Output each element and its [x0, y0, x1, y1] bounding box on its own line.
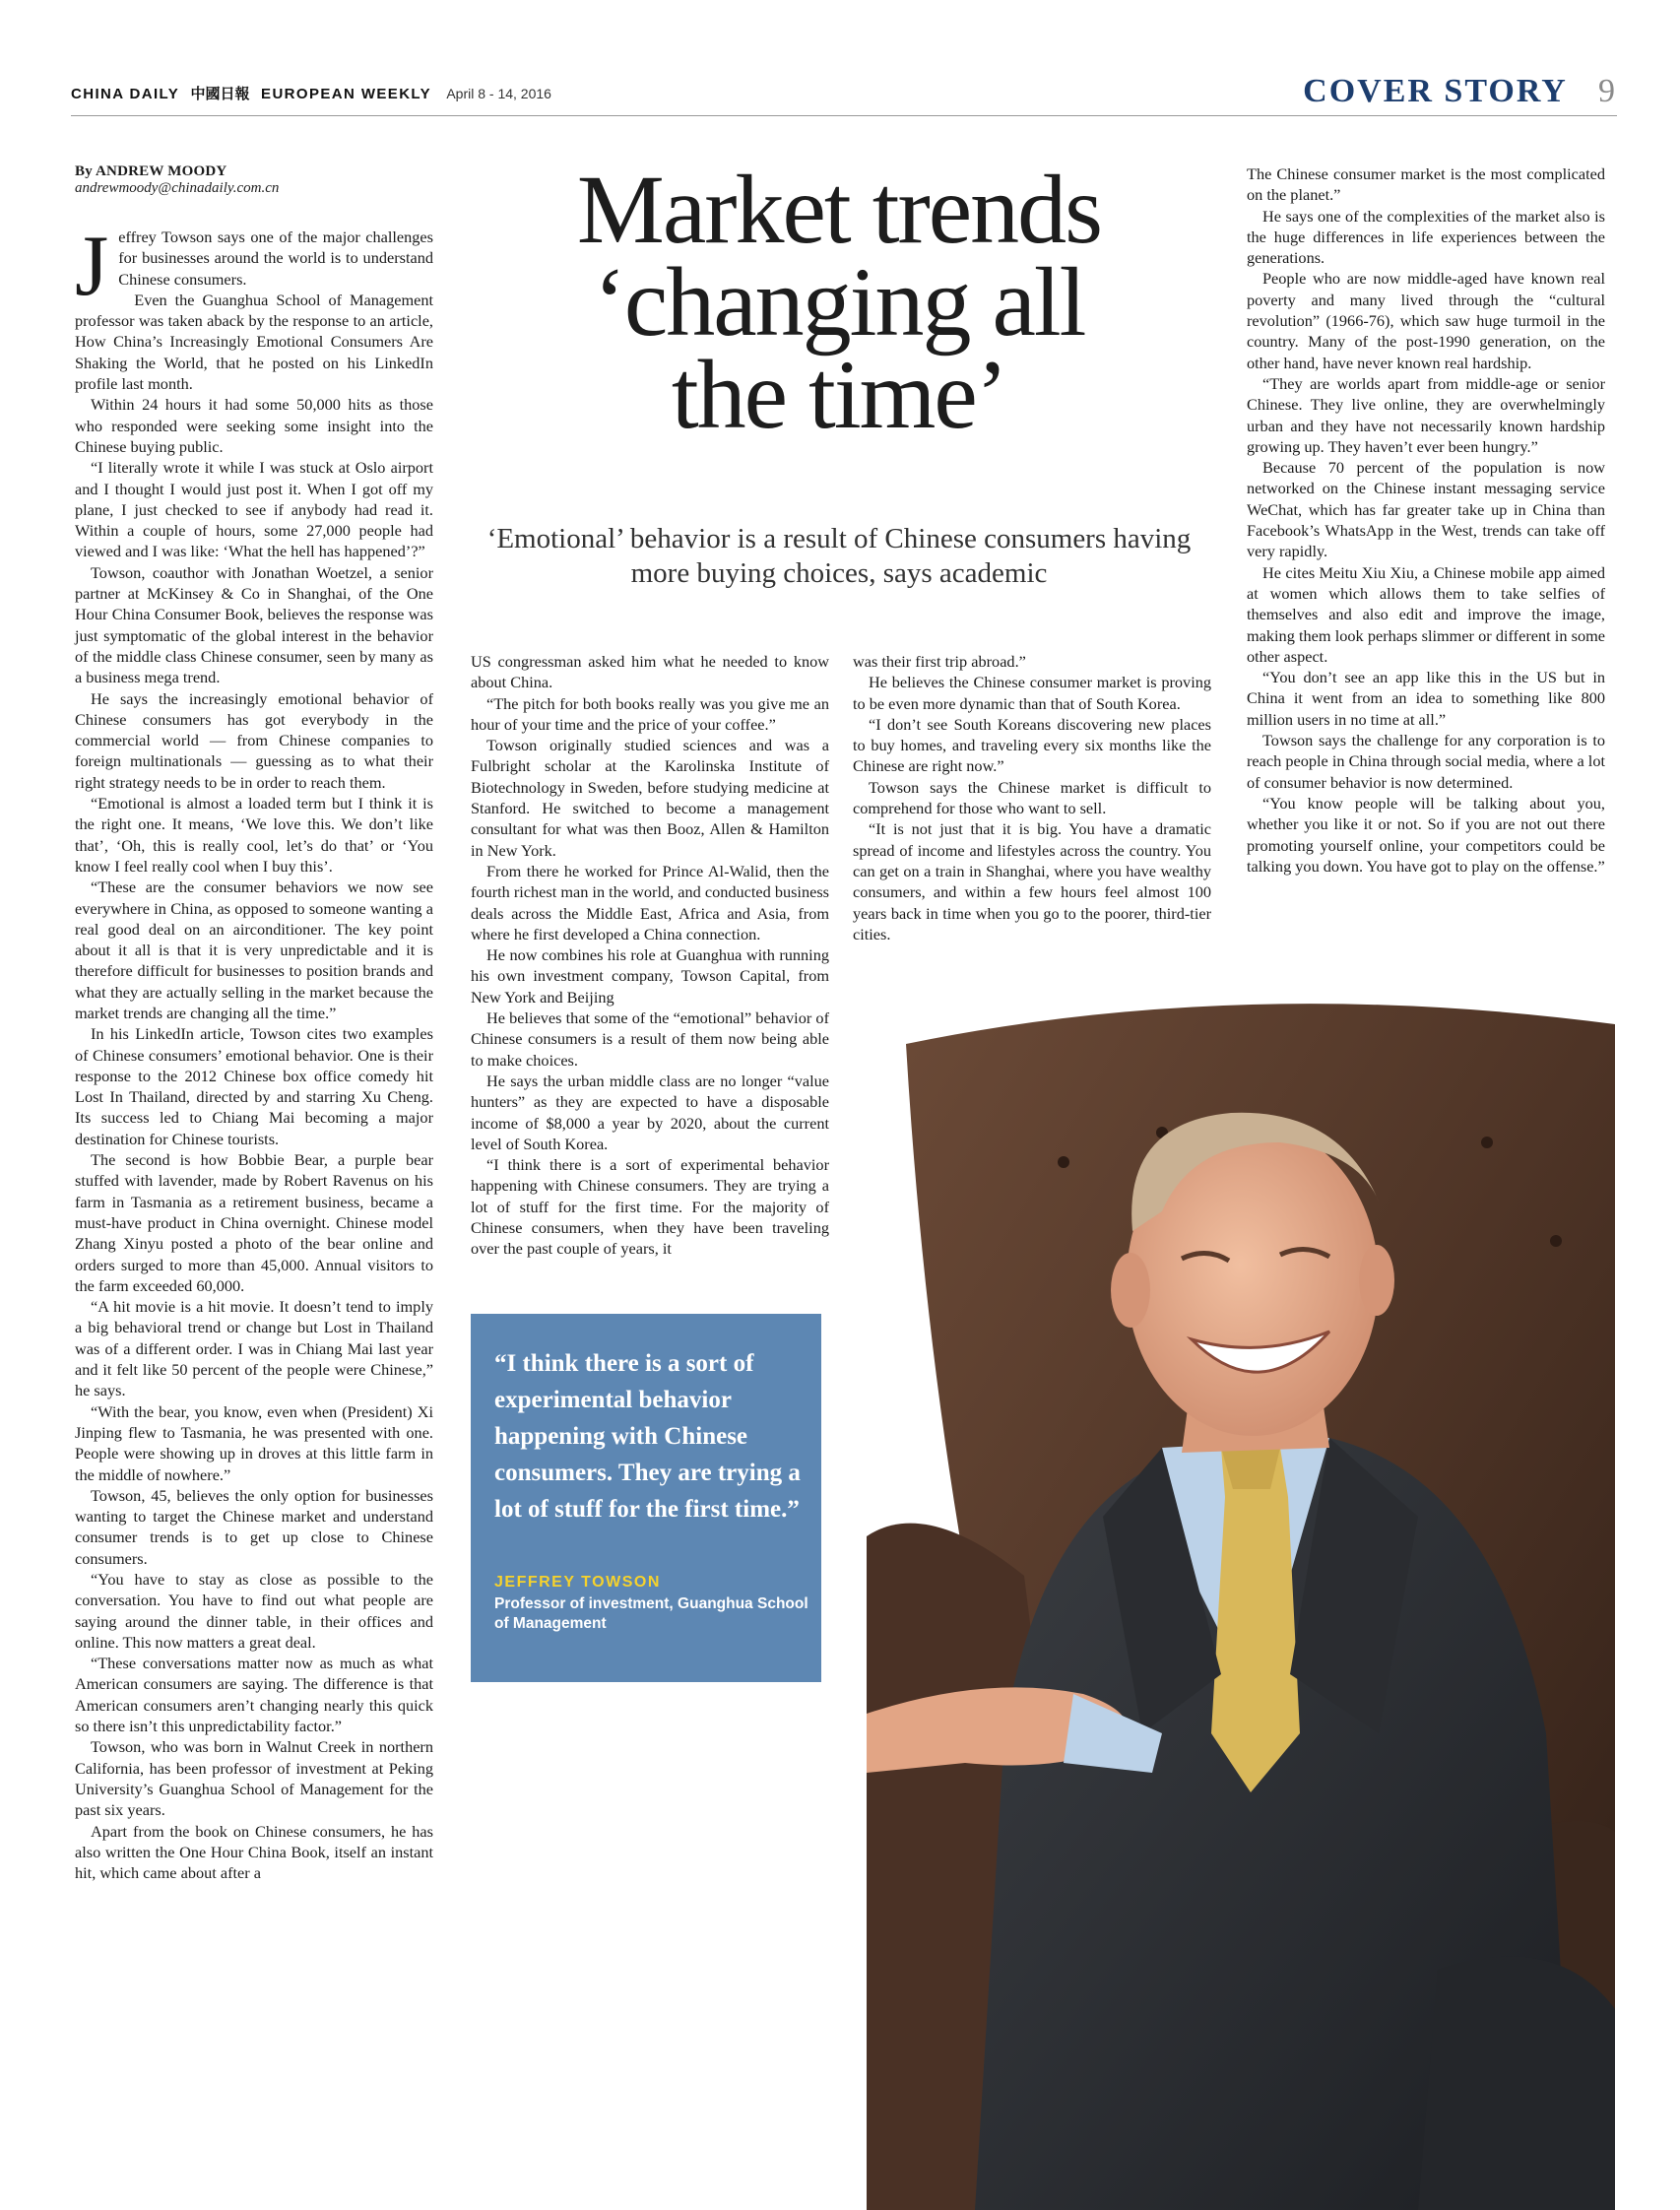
paper-name: CHINA DAILY — [71, 86, 179, 102]
headline-line-1: Market trends — [576, 155, 1102, 264]
headline-line-2: ‘changing all — [593, 247, 1085, 357]
article-paragraph: “With the bear, you know, even when (President) Xi Jinping flew to Tasmania, he was presented with one. People were showing up in droves at this little farm in the middle of nowhere.” — [75, 1401, 433, 1484]
masthead-rule — [71, 115, 1617, 116]
article-paragraph: “They are worlds apart from middle-age or senior Chinese. They live online, they are overwhelmingly urban and they have not necessarily known hardship growing up. They haven’t ever been hungry.” — [1247, 373, 1605, 456]
article-paragraph: “It is not just that it is big. You have a dramatic spread of income and lifestyles across the country. You can get on a train in Shanghai, where you have wealthy consumers, and within a few hours feel almost 100 years back in time when you go to the poorer, third-tier cities. — [853, 819, 1211, 943]
article-paragraph: Towson, 45, believes the only option for businesses wanting to target the Chinese market and understand consumer trends is to get up close to Chinese consumers. — [75, 1485, 433, 1568]
pull-quote-name: JEFFREY TOWSON — [494, 1574, 661, 1591]
lead-paragraph-text: effrey Towson says one of the major challenges for businesses around the world is to understand Chinese consumers. — [118, 228, 433, 289]
article-paragraph: Towson, who was born in Walnut Creek in northern California, has been professor of investment at Peking University’s Guanghua School of Management for the past six years. — [75, 1737, 433, 1820]
article-paragraph: Towson says the challenge for any corporation is to reach people in China through social media, where a lot of consumer behavior is now determined. — [1247, 731, 1605, 792]
paper-chinese-name: 中國日報 — [190, 85, 250, 102]
article-paragraph: “I think there is a sort of experimental behavior happening with Chinese consumers. They are trying a lot of stuff for the first time. For the majority of Chinese consumers, when they have been traveling over the past couple of years, it — [471, 1155, 829, 1259]
article-paragraph: Within 24 hours it had some 50,000 hits as those who responded were seeking some insight into the Chinese buying public. — [75, 395, 433, 456]
author-name: By ANDREW MOODY — [75, 163, 227, 179]
portrait-photo — [867, 985, 1615, 2210]
article-paragraph: He believes that some of the “emotional” behavior of Chinese consumers is a result of them now being able to make choices. — [471, 1008, 829, 1070]
article-paragraph: was their first trip abroad.” — [853, 652, 1026, 671]
article-paragraph: From there he worked for Prince Al-Walid, then the fourth richest man in the world, and conducted business deals across the Middle East, Africa and Asia, from where he first developed a China connection. — [471, 861, 829, 943]
article-paragraph: “You don’t see an app like this in the US but in China it went from an idea to something like 800 million users in no time at all.” — [1247, 668, 1605, 729]
masthead — [71, 73, 1617, 108]
article-paragraph: He now combines his role at Guanghua with running his own investment company, Towson Capital, from New York and Beijing — [471, 945, 829, 1007]
headline — [455, 155, 1223, 449]
article-paragraph: “I literally wrote it while I was stuck at Oslo airport and I thought I would just post it. When I got off my plane, I just checked to see if anybody had read it. Within a couple of hours, some 27,000 people had viewed and I was like: ‘What the hell has happened’?” — [75, 458, 433, 561]
article-paragraph: “You know people will be talking about you, whether you like it or not. So if you are not out there promoting yourself online, your competitors could be talking you down. You have got to play on the offense.” — [1247, 793, 1605, 876]
drop-cap: J — [75, 219, 109, 314]
article-paragraph: “These conversations matter now as much as what American consumers are saying. The difference is that American consumers aren’t changing nearly this quick so there isn’t this unpredictability factor.” — [75, 1654, 433, 1736]
article-paragraph: Towson originally studied sciences and was a Fulbright scholar at the Karolinska Institute of Biotechnology in Sweden, before studying medicine at Stanford. He switched to become a management consultant for what was then Booz, Allen & Hamilton in New York. — [471, 736, 829, 860]
article-paragraph: US congressman asked him what he needed to know about China. — [471, 652, 829, 692]
lead-paragraph — [75, 219, 433, 314]
edition-name: EUROPEAN WEEKLY — [261, 86, 431, 102]
article-paragraph: “The pitch for both books really was you give me an hour of your time and the price of your coffee.” — [471, 693, 829, 734]
article-paragraph: He says the increasingly emotional behavior of Chinese consumers has got everybody in the commercial world — from Chinese companies to foreign multinationals — guessing as to what their right strategy needs to be in order to reach them. — [75, 688, 433, 792]
article-paragraph: Even the Guanghua School of Management professor was taken aback by the response to an article, How China’s Increasingly Emotional Consumers Are Shaking the World, that he posted on his LinkedIn profile last month. — [75, 290, 433, 394]
article-paragraph: Apart from the book on Chinese consumers, he has also written the One Hour China Book, itself an instant hit, which came about after a — [75, 1821, 433, 1883]
article-paragraph: He believes the Chinese consumer market is proving to be even more dynamic than that of South Korea. — [853, 673, 1211, 713]
article-paragraph: “I don’t see South Koreans discovering new places to buy homes, and traveling every six months like the Chinese are right now.” — [853, 714, 1211, 776]
article-paragraph: Towson, coauthor with Jonathan Woetzel, a senior partner at McKinsey & Co in Shanghai, of the One Hour China Consumer Book, believes the response was just symptomatic of the global interest in the behavior of the middle class Chinese consumer, seen by many as a business mega trend. — [75, 562, 433, 687]
pull-quote-text: “I think there is a sort of experimental behavior happening with Chinese consumers. They are trying a lot of stuff for the first time.” — [494, 1350, 801, 1523]
issue-date: April 8 - 14, 2016 — [446, 86, 551, 101]
article-column-1 — [75, 219, 433, 1883]
article-column-4 — [1247, 163, 1605, 877]
article-paragraph: People who are now middle-aged have known real poverty and many lived through the “cultural revolution” (1966-76), which saw huge turmoil in the country. Many of the post-1990 generation, on the other hand, have never known real hardship. — [1247, 269, 1605, 372]
article-paragraph: The second is how Bobbie Bear, a purple bear stuffed with lavender, made by Robert Ravenus on his farm in Tasmania as a retirement business, became a must-have product in China overnight. Chinese model Zhang Xinyu posted a photo of the bear online and orders surged to more than 45,000. Annual visitors to the farm exceeded 60,000. — [75, 1150, 433, 1295]
article-paragraph: He says the urban middle class are no longer “value hunters” as they are expected to have a disposable income of $8,000 a year by 2020, about the current level of South Korea. — [471, 1071, 829, 1153]
pull-quote-role: Professor of investment, Guanghua School of Management — [494, 1595, 808, 1632]
article-paragraph: He says one of the complexities of the market also is the huge differences in life experiences between the generations. — [1247, 206, 1605, 268]
article-column-2 — [471, 651, 829, 1260]
byline — [75, 163, 433, 197]
article-paragraph: The Chinese consumer market is the most complicated on the planet.” — [1247, 164, 1605, 205]
section-title: COVER STORY — [1303, 73, 1567, 109]
article-paragraph: Towson says the Chinese market is difficult to comprehend for those who want to sell. — [853, 777, 1211, 818]
pull-quote-box — [471, 1314, 821, 1682]
article-paragraph: Because 70 percent of the population is now networked on the Chinese instant messaging service WeChat, which has far greater take up in China than Facebook’s WhatsApp in the West, trends can take off very rapidly. — [1247, 458, 1605, 561]
page-number: 9 — [1598, 73, 1617, 109]
masthead-right — [1303, 73, 1617, 110]
article-paragraph: He cites Meitu Xiu Xiu, a Chinese mobile app aimed at women which allows them to take selfies of themselves and also edit and improve the image, making them look perhaps slimmer or different in some other aspect. — [1247, 562, 1605, 666]
article-paragraph: “Emotional is almost a loaded term but I think it is the right one. It means, ‘We love this. We don’t like that’, ‘Oh, this is really cool, let’s do that’ or ‘You know I feel really cool when I buy this’. — [75, 794, 433, 876]
deck: ‘Emotional’ behavior is a result of Chinese consumers having more buying choices, says academic — [486, 523, 1192, 589]
author-email: andrewmoody@chinadaily.com.cn — [75, 180, 280, 196]
masthead-left — [71, 83, 551, 103]
article-paragraph: “These are the consumer behaviors we now see everywhere in China, as opposed to someone wanting a real good deal on an airconditioner. The key point about it all is that it is very unpredictable and it is therefore difficult for businesses to position brands and what they are actually selling in the market because the market trends are changing all the time.” — [75, 878, 433, 1022]
article-paragraph: “You have to stay as close as possible to the conversation. You have to find out what people are saying around the dinner table, in their offices and online. This now matters a great deal. — [75, 1570, 433, 1652]
article-paragraph: “A hit movie is a hit movie. It doesn’t tend to imply a big behavioral trend or change but Lost in Thailand was of a different order. I was in Chiang Mai last year and it felt like 50 percent of the people were Chinese,” he says. — [75, 1297, 433, 1400]
article-paragraph: In his LinkedIn article, Towson cites two examples of Chinese consumers’ emotional behavior. One is their response to the 2012 Chinese box office comedy hit Lost In Thailand, directed by and starring Xu Cheng. Its success led to Chiang Mai becoming a major destination for Chinese tourists. — [75, 1024, 433, 1148]
article-column-3 — [853, 651, 1211, 944]
headline-line-3: the time’ — [671, 340, 1007, 449]
